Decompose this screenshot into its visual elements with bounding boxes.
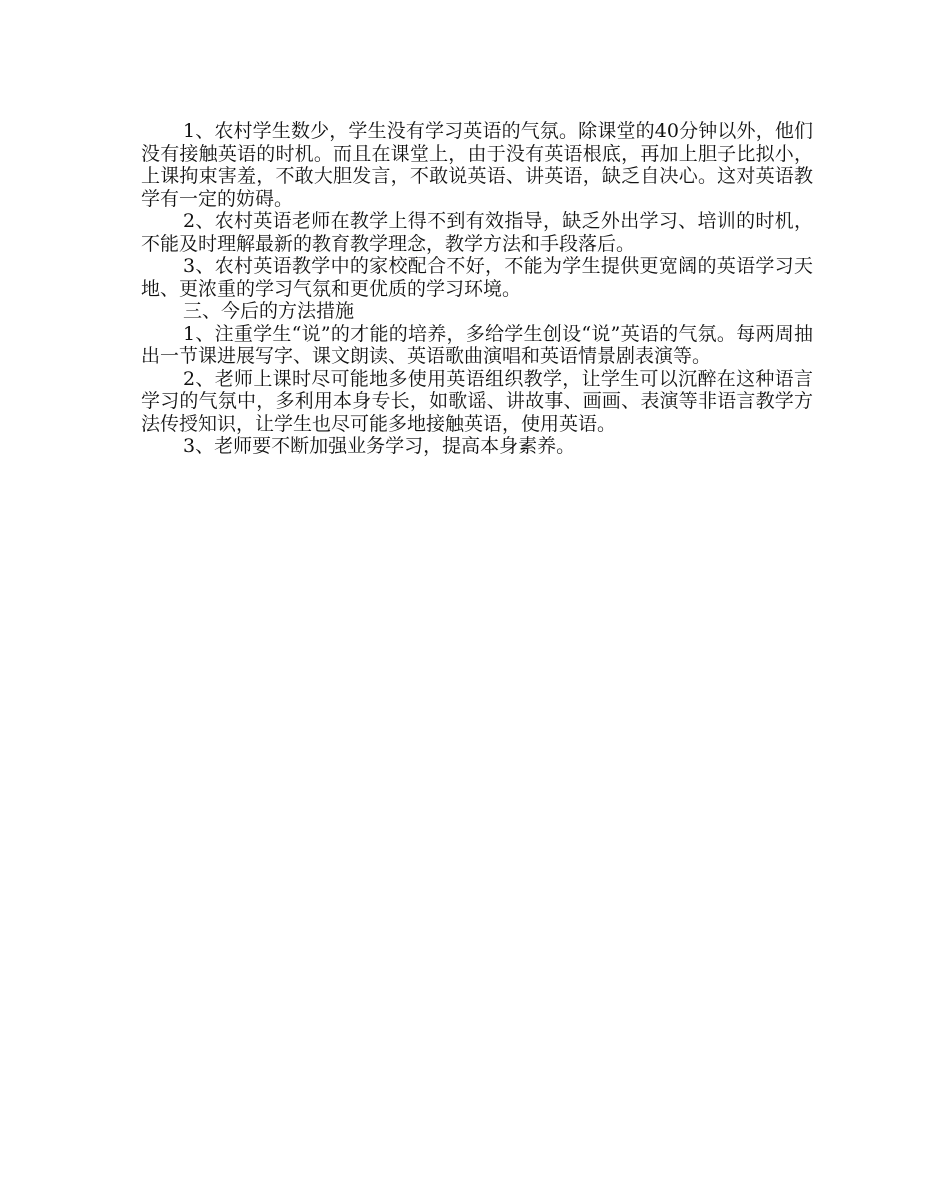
paragraph-measure-3: 3、老师要不断加强业务学习，提高本身素养。: [183, 435, 576, 457]
paragraph-measure-1: 1、注重学生“说”的才能的培养，多给学生创设“说”英语的气氛。每两周抽出一节课进展写字、课文朗读、英语歌曲演唱和英语情景剧表演等。: [141, 322, 813, 367]
paragraph-problem-1: 1、农村学生数少，学生没有学习英语的气氛。除课堂的40分钟以外，他们没有接触英语的时机。而且在课堂上，由于没有英语根底，再加上胆子比拟小，上课拘束害羞，不敢大胆发言，不敢说英语、讲英语，缺乏自决心。这对英语教学有一定的妨碍。: [141, 120, 813, 210]
paragraph-problem-2: 2、农村英语老师在教学上得不到有效指导，缺乏外出学习、培训的时机，不能及时理解最新的教育教学理念，教学方法和手段落后。: [141, 210, 813, 255]
section-heading-measures: 三、今后的方法措施: [183, 300, 355, 322]
paragraph-problem-3: 3、农村英语教学中的家校配合不好，不能为学生提供更宽阔的英语学习天地、更浓重的学习气氛和更优质的学习环境。: [141, 255, 813, 300]
document-body: [141, 120, 813, 458]
paragraph-measure-2: 2、老师上课时尽可能地多使用英语组织教学，让学生可以沉醉在这种语言学习的气氛中，多利用本身专长，如歌谣、讲故事、画画、表演等非语言教学方法传授知识，让学生也尽可能多地接触英语，使用英语。: [141, 367, 813, 435]
